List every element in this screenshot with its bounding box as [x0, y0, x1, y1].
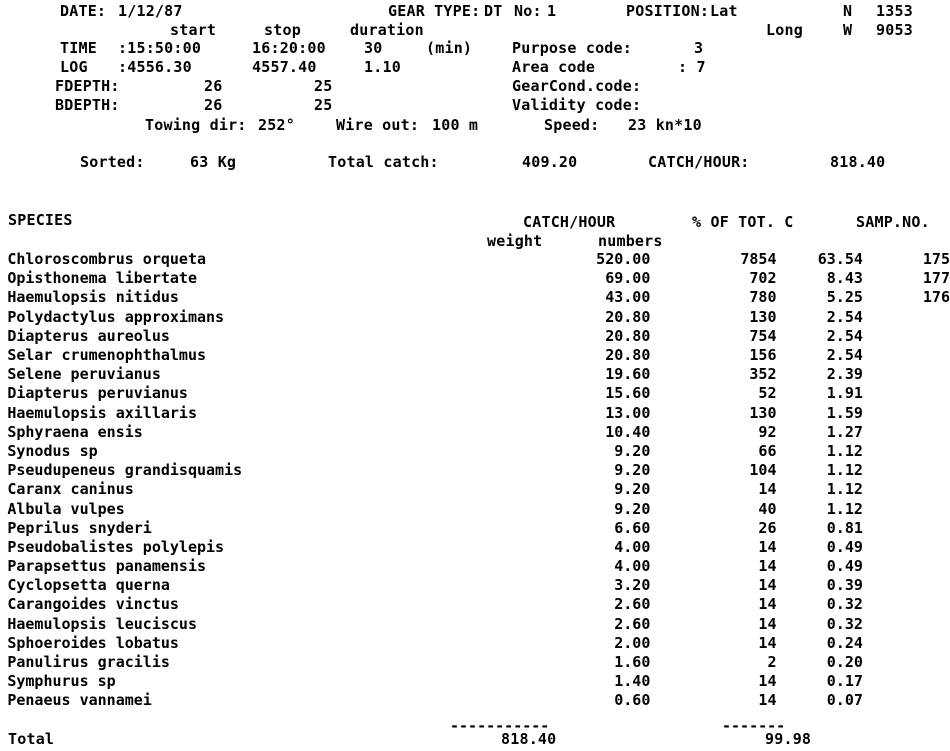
numbers-value: 14: [758, 595, 777, 614]
sorted-value: 63 Kg: [190, 153, 237, 171]
species-name: Peprilus snyderi: [7, 518, 152, 537]
row-spacer: [0, 653, 7, 672]
percent-value: 0.49: [826, 557, 863, 576]
row-spacer: [0, 423, 7, 442]
table-row: [0, 499, 950, 518]
percent-total-column-header: % OF TOT. C: [692, 213, 794, 231]
row-spacer: [0, 269, 7, 288]
numbers-value: 14: [758, 576, 777, 595]
species-name: Pseudupeneus grandisquamis: [7, 461, 243, 480]
row-gap: [776, 653, 804, 672]
col-duration-header: duration: [350, 21, 424, 39]
weight-value: 2.60: [614, 614, 651, 633]
row-spacer: [0, 365, 7, 384]
row-spacer: [0, 442, 7, 461]
percent-value: 2.39: [826, 365, 863, 384]
species-name: Chloroscombrus orqueta: [7, 250, 207, 269]
table-row: [0, 691, 950, 710]
numbers-value: 66: [758, 441, 777, 460]
row-spacer: [0, 346, 7, 365]
row-gap: [776, 480, 804, 499]
purpose-code-label: Purpose code:: [512, 39, 632, 57]
fdepth-stop: 25: [314, 77, 333, 95]
weight-value: 4.00: [614, 557, 651, 576]
table-row: [0, 557, 950, 576]
percent-total-rule: -------: [722, 717, 786, 735]
percent-value: 0.17: [826, 672, 863, 691]
numbers-value: 52: [758, 384, 777, 403]
total-catch-label: Total catch:: [328, 153, 439, 171]
gear-cond-label: GearCond.code:: [512, 77, 642, 95]
no-value: 1: [547, 2, 557, 20]
time-stop: 16:20:00: [252, 39, 326, 57]
row-spacer: [0, 308, 7, 327]
numbers-value: 14: [758, 480, 777, 499]
purpose-code-value: 3: [694, 39, 704, 57]
time-start: :15:50:00: [118, 39, 202, 57]
sample-number-value: [863, 404, 950, 423]
sample-number-value: [863, 365, 950, 384]
species-name: Sphyraena ensis: [7, 422, 143, 441]
sample-number-value: [863, 557, 950, 576]
numbers-value: 14: [758, 691, 777, 710]
sorted-label: Sorted:: [80, 153, 145, 171]
numbers-value: 2: [767, 653, 777, 672]
row-gap: [776, 269, 804, 288]
total-percent: 99.98: [765, 730, 812, 748]
weight-value: 43.00: [605, 288, 651, 307]
weight-value: 15.60: [605, 384, 651, 403]
species-name: Synodus sp: [7, 441, 98, 460]
sample-number-value: [863, 423, 950, 442]
sample-number-value: [863, 691, 950, 710]
percent-value: 2.54: [826, 346, 863, 365]
weight-subheader: weight: [487, 232, 543, 250]
log-duration: 1.10: [364, 58, 401, 76]
species-name: Symphurus sp: [7, 672, 116, 691]
validity-code-label: Validity code:: [512, 96, 642, 114]
speed-value: 23 kn*10: [628, 116, 702, 134]
species-name: Cyclopsetta querna: [7, 576, 170, 595]
bdepth-label: BDEPTH:: [55, 96, 120, 114]
percent-value: 1.12: [826, 461, 863, 480]
table-row: [0, 442, 950, 461]
wire-out-value: 100 m: [432, 116, 479, 134]
row-spacer: [0, 327, 7, 346]
weight-value: 9.20: [614, 499, 651, 518]
table-row: [0, 595, 950, 614]
table-row: [0, 538, 950, 557]
row-spacer: [0, 576, 7, 595]
row-spacer: [0, 595, 7, 614]
numbers-value: 104: [749, 461, 777, 480]
table-row: [0, 250, 950, 269]
numbers-value: 14: [758, 672, 777, 691]
weight-value: 13.00: [605, 403, 651, 422]
table-row: [0, 346, 950, 365]
row-spacer: [0, 615, 7, 634]
row-gap: [776, 576, 804, 595]
lat-label: Lat: [710, 2, 738, 20]
sample-number-value: [863, 672, 950, 691]
numbers-value: 156: [749, 346, 777, 365]
row-gap: [776, 346, 804, 365]
percent-value: 0.20: [826, 653, 863, 672]
row-spacer: [0, 519, 7, 538]
sample-number-value: [863, 327, 950, 346]
table-row: [0, 365, 950, 384]
row-gap: [776, 461, 804, 480]
species-table: [0, 250, 950, 711]
species-name: Selene peruvianus: [7, 365, 161, 384]
log-label: LOG: [60, 58, 88, 76]
percent-value: 0.07: [826, 691, 863, 710]
numbers-value: 754: [749, 326, 777, 345]
species-name: Haemulopsis axillaris: [7, 403, 197, 422]
table-row: [0, 288, 950, 307]
row-spacer: [0, 538, 7, 557]
sample-number-value: [863, 442, 950, 461]
sample-number-value: [863, 595, 950, 614]
sample-number-value: [863, 653, 950, 672]
row-gap: [776, 615, 804, 634]
percent-value: 1.12: [826, 480, 863, 499]
weight-value: 1.60: [614, 653, 651, 672]
sample-number-value: [863, 346, 950, 365]
no-label: No:: [514, 2, 542, 20]
row-spacer: [0, 461, 7, 480]
percent-value: 63.54: [817, 250, 863, 269]
numbers-value: 92: [758, 422, 777, 441]
percent-value: 0.49: [826, 537, 863, 556]
speed-label: Speed:: [544, 116, 600, 134]
percent-value: 8.43: [826, 269, 863, 288]
percent-value: 1.12: [826, 441, 863, 460]
row-gap: [776, 308, 804, 327]
sample-number-value: [863, 499, 950, 518]
sample-number-value: [863, 615, 950, 634]
sample-number-value: 176: [922, 288, 950, 307]
row-spacer: [0, 250, 7, 269]
weight-value: 2.60: [614, 595, 651, 614]
wire-out-label: Wire out:: [336, 116, 420, 134]
table-row: [0, 480, 950, 499]
species-name: Caranx caninus: [7, 480, 134, 499]
species-name: Panulirus gracilis: [7, 653, 170, 672]
gear-type-label: GEAR TYPE:: [388, 2, 481, 20]
species-name: Parapsettus panamensis: [7, 557, 207, 576]
row-gap: [776, 499, 804, 518]
time-label: TIME: [60, 39, 97, 57]
percent-value: 1.12: [826, 499, 863, 518]
numbers-value: 352: [749, 365, 777, 384]
percent-value: 0.81: [826, 518, 863, 537]
row-spacer: [0, 480, 7, 499]
percent-value: 0.39: [826, 576, 863, 595]
log-stop: 4557.40: [252, 58, 317, 76]
row-gap: [776, 384, 804, 403]
weight-value: 520.00: [596, 250, 651, 269]
species-column-header: SPECIES: [8, 211, 73, 229]
numbers-value: 14: [758, 614, 777, 633]
area-code-label: Area code: [512, 58, 596, 76]
numbers-value: 780: [749, 288, 777, 307]
sample-number-value: 177: [922, 269, 950, 288]
date-value: 1/12/87: [118, 2, 183, 20]
weight-total-rule: -----------: [450, 717, 550, 735]
table-row: [0, 519, 950, 538]
row-spacer: [0, 384, 7, 403]
row-gap: [776, 250, 804, 269]
weight-value: 4.00: [614, 537, 651, 556]
sample-number-value: [863, 519, 950, 538]
percent-value: 1.59: [826, 403, 863, 422]
row-gap: [776, 672, 804, 691]
row-gap: [776, 365, 804, 384]
numbers-value: 14: [758, 633, 777, 652]
weight-value: 19.60: [605, 365, 651, 384]
row-spacer: [0, 672, 7, 691]
numbers-value: 40: [758, 499, 777, 518]
sample-number-value: [863, 384, 950, 403]
table-row: [0, 615, 950, 634]
log-start: :4556.30: [118, 58, 192, 76]
weight-value: 9.20: [614, 461, 651, 480]
weight-value: 20.80: [605, 326, 651, 345]
species-name: Polydactylus approximans: [7, 307, 225, 326]
row-spacer: [0, 499, 7, 518]
row-spacer: [0, 634, 7, 653]
row-gap: [776, 442, 804, 461]
row-gap: [776, 519, 804, 538]
numbers-subheader: numbers: [598, 232, 663, 250]
position-label: POSITION:: [626, 2, 710, 20]
fdepth-start: 26: [204, 77, 223, 95]
numbers-value: 26: [758, 518, 777, 537]
species-name: Diapterus aureolus: [7, 326, 170, 345]
species-name: Carangoides vinctus: [7, 595, 179, 614]
fdepth-label: FDEPTH:: [55, 77, 120, 95]
catch-per-hour-column-header: CATCH/HOUR: [523, 213, 616, 231]
percent-value: 1.27: [826, 422, 863, 441]
area-code-value: : 7: [678, 58, 706, 76]
weight-value: 10.40: [605, 422, 651, 441]
percent-value: 1.91: [826, 384, 863, 403]
percent-value: 2.54: [826, 326, 863, 345]
catch-per-hour-value: 818.40: [830, 153, 886, 171]
percent-value: 0.32: [826, 595, 863, 614]
row-gap: [776, 423, 804, 442]
row-gap: [776, 691, 804, 710]
weight-value: 9.20: [614, 441, 651, 460]
gear-type-value: DT: [484, 2, 503, 20]
row-gap: [776, 557, 804, 576]
col-start-header: start: [170, 21, 217, 39]
weight-value: 1.40: [614, 672, 651, 691]
bdepth-start: 26: [204, 96, 223, 114]
percent-value: 5.25: [826, 288, 863, 307]
table-row: [0, 384, 950, 403]
catch-per-hour-label: CATCH/HOUR:: [648, 153, 750, 171]
sample-number-value: [863, 576, 950, 595]
sample-number-value: 175: [922, 250, 950, 269]
long-direction: W: [843, 21, 853, 39]
towing-dir-label: Towing dir:: [145, 116, 247, 134]
long-value: 9053: [876, 21, 913, 39]
time-unit: (min): [426, 39, 473, 57]
row-spacer: [0, 691, 7, 710]
total-catch-value: 409.20: [522, 153, 578, 171]
table-row: [0, 327, 950, 346]
weight-value: 6.60: [614, 518, 651, 537]
numbers-value: 130: [749, 403, 777, 422]
sample-number-value: [863, 634, 950, 653]
species-name: Diapterus peruvianus: [7, 384, 188, 403]
table-row: [0, 576, 950, 595]
bdepth-stop: 25: [314, 96, 333, 114]
species-name: Pseudobalistes polylepis: [7, 537, 225, 556]
sample-number-column-header: SAMP.NO.: [856, 213, 930, 231]
weight-value: 2.00: [614, 633, 651, 652]
towing-dir-value: 252°: [258, 116, 295, 134]
row-gap: [776, 288, 804, 307]
weight-value: 20.80: [605, 307, 651, 326]
row-gap: [776, 634, 804, 653]
species-name: Sphoeroides lobatus: [7, 633, 179, 652]
species-name: Haemulopsis nitidus: [7, 288, 179, 307]
numbers-value: 702: [749, 269, 777, 288]
sample-number-value: [863, 480, 950, 499]
total-weight: 818.40: [501, 730, 557, 748]
table-row: [0, 404, 950, 423]
row-gap: [776, 327, 804, 346]
date-label: DATE:: [60, 2, 107, 20]
row-spacer: [0, 288, 7, 307]
weight-value: 3.20: [614, 576, 651, 595]
species-name: Penaeus vannamei: [7, 691, 152, 710]
sample-number-value: [863, 538, 950, 557]
lat-value: 1353: [876, 2, 913, 20]
row-gap: [776, 538, 804, 557]
table-row: [0, 461, 950, 480]
table-row: [0, 423, 950, 442]
table-row: [0, 269, 950, 288]
total-label: Total: [8, 730, 55, 748]
species-name: Albula vulpes: [7, 499, 125, 518]
weight-value: 9.20: [614, 480, 651, 499]
numbers-value: 130: [749, 307, 777, 326]
lat-direction: N: [843, 2, 853, 20]
sample-number-value: [863, 461, 950, 480]
time-duration: 30: [364, 39, 383, 57]
row-gap: [776, 404, 804, 423]
species-name: Haemulopsis leuciscus: [7, 614, 197, 633]
table-row: [0, 653, 950, 672]
sample-number-value: [863, 308, 950, 327]
species-name: Selar crumenophthalmus: [7, 346, 207, 365]
row-gap: [776, 595, 804, 614]
percent-value: 2.54: [826, 307, 863, 326]
numbers-value: 14: [758, 537, 777, 556]
row-spacer: [0, 404, 7, 423]
percent-value: 0.32: [826, 614, 863, 633]
numbers-value: 14: [758, 557, 777, 576]
table-row: [0, 672, 950, 691]
weight-value: 20.80: [605, 346, 651, 365]
numbers-value: 7854: [740, 250, 777, 269]
weight-value: 0.60: [614, 691, 651, 710]
col-stop-header: stop: [264, 21, 301, 39]
table-row: [0, 634, 950, 653]
percent-value: 0.24: [826, 633, 863, 652]
long-label: Long: [766, 21, 803, 39]
row-spacer: [0, 557, 7, 576]
species-name: Opisthonema libertate: [7, 269, 197, 288]
table-row: [0, 308, 950, 327]
weight-value: 69.00: [605, 269, 651, 288]
